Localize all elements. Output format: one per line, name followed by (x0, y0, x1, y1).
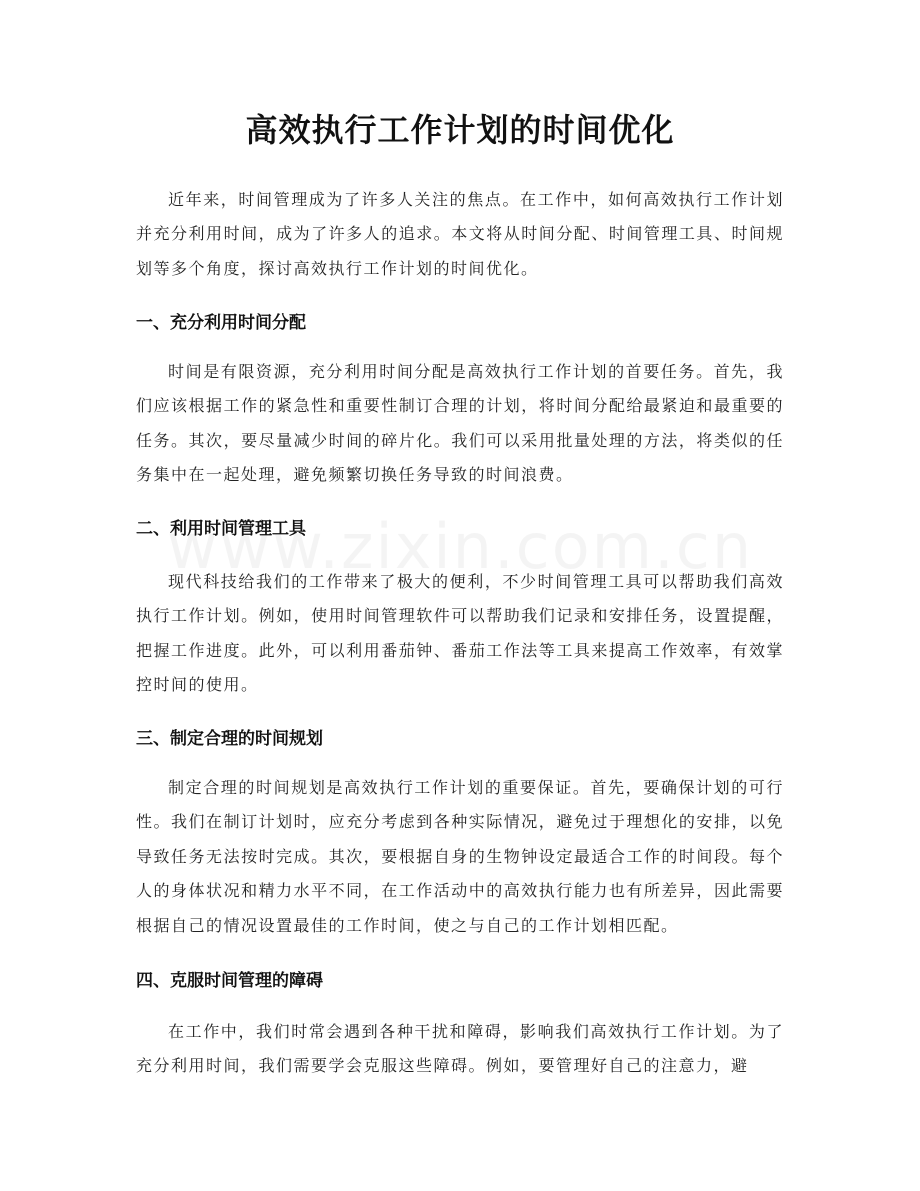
section-body-2-block (136, 565, 784, 703)
section-heading-2: 二、利用时间管理工具 (136, 519, 306, 539)
section-heading-1: 一、充分利用时间分配 (136, 313, 306, 333)
section-body-1-block (136, 355, 784, 493)
section-heading-3: 三、制定合理的时间规划 (136, 729, 323, 749)
intro-paragraph: 近年来，时间管理成为了许多人关注的焦点。在工作中，如何高效执行工作计划并充分利用时间，成为了许多人的追求。本文将从时间分配、时间管理工具、时间规划等多个角度，探讨高效执行工作计划的时间优化。 (136, 190, 784, 278)
section-body-4-block (136, 1015, 784, 1084)
section-body-3-block (136, 771, 784, 943)
section-heading-4: 四、克服时间管理的障碍 (136, 971, 323, 991)
section-body-2: 现代科技给我们的工作带来了极大的便利，不少时间管理工具可以帮助我们高效执行工作计划。例如，使用时间管理软件可以帮助我们记录和安排任务，设置提醒，把握工作进度。此外，可以利用番茄钟、番茄工作法等工具来提高工作效率，有效掌控时间的使用。 (136, 572, 784, 695)
document-title: 高效执行工作计划的时间优化 (245, 111, 675, 149)
section-body-1: 时间是有限资源，充分利用时间分配是高效执行工作计划的首要任务。首先，我们应该根据工作的紧急性和重要性制订合理的计划，将时间分配给最紧迫和最重要的任务。其次，要尽量减少时间的碎片化。我们可以采用批量处理的方法，将类似的任务集中在一起处理，避免频繁切换任务导致的时间浪费。 (136, 362, 784, 485)
intro-block (136, 183, 784, 286)
section-body-3: 制定合理的时间规划是高效执行工作计划的重要保证。首先，要确保计划的可行性。我们在制订计划时，应充分考虑到各种实际情况，避免过于理想化的安排，以免导致任务无法按时完成。其次，要根据自身的生物钟设定最适合工作的时间段。每个人的身体状况和精力水平不同，在工作活动中的高效执行能力也有所差异，因此需要根据自己的情况设置最佳的工作时间，使之与自己的工作计划相匹配。 (136, 778, 784, 935)
section-body-4: 在工作中，我们时常会遇到各种干扰和障碍，影响我们高效执行工作计划。为了充分利用时间，我们需要学会克服这些障碍。例如，要管理好自己的注意力，避 (136, 1022, 784, 1076)
